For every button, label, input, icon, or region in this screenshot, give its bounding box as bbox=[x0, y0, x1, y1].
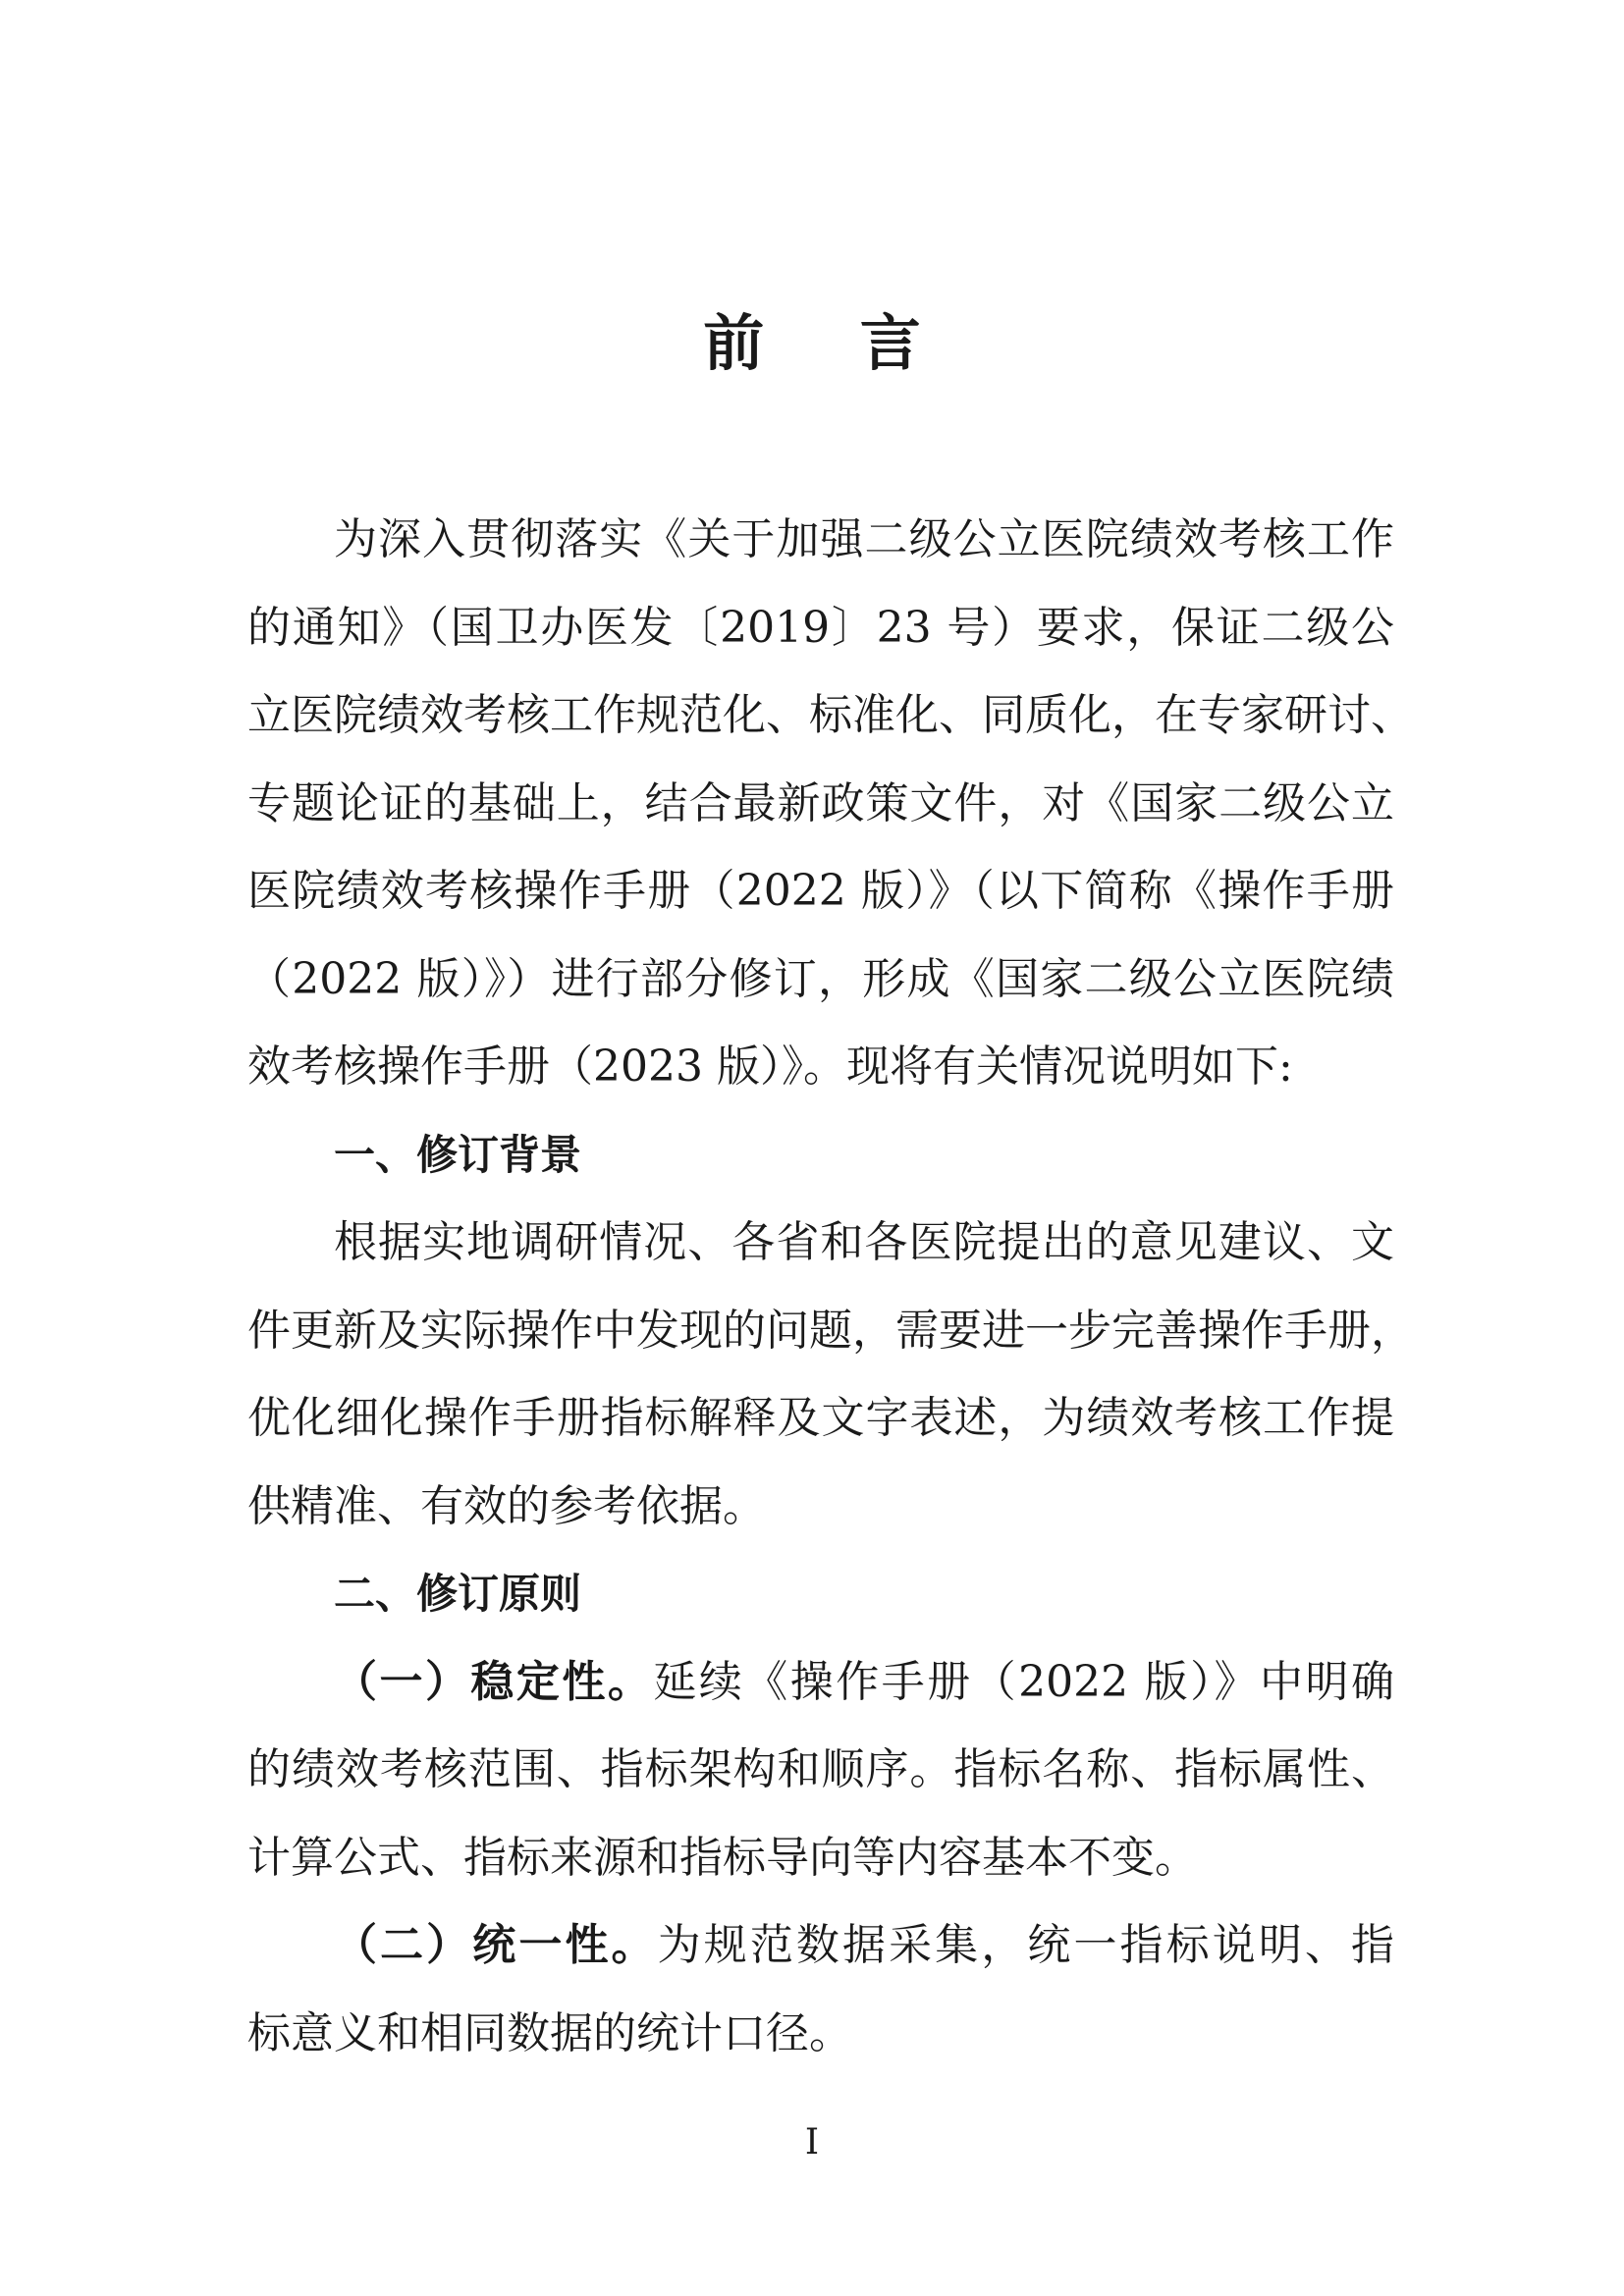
background-line-1: 根据实地调研情况、各省和各医院提出的意见建议、文 bbox=[334, 1217, 1394, 1267]
intro-line-2: 的通知》（国卫办医发〔2019〕23 号）要求，保证二级公 bbox=[247, 602, 1394, 653]
page-title: 前 言 bbox=[703, 307, 958, 379]
background-line-4: 供精准、有效的参考依据。 bbox=[247, 1480, 766, 1531]
principle-1-lead: （一）稳定性。 bbox=[334, 1656, 654, 1707]
document-body bbox=[247, 496, 1414, 2077]
page-number: I bbox=[804, 2122, 820, 2163]
principle-1-line-2: 的绩效考核范围、指标架构和顺序。指标名称、指标属性、 bbox=[247, 1744, 1394, 1794]
section-heading-background: 一、修订背景 bbox=[334, 1130, 582, 1179]
principle-2-line-2: 标意义和相同数据的统计口径。 bbox=[247, 2007, 852, 2058]
intro-line-6: （2022 版）》）进行部分修订，形成《国家二级公立医院绩 bbox=[247, 953, 1394, 1004]
principle-2-text: 为规范数据采集，统一指标说明、指 bbox=[657, 1920, 1395, 1970]
intro-line-3: 立医院绩效考核工作规范化、标准化、同质化，在专家研讨、 bbox=[247, 690, 1414, 740]
background-line-2: 件更新及实际操作中发现的问题，需要进一步完善操作手册， bbox=[247, 1305, 1414, 1356]
principle-2-line-1 bbox=[247, 1901, 1394, 1990]
intro-line-4: 专题论证的基础上，结合最新政策文件，对《国家二级公立 bbox=[247, 777, 1394, 828]
section-heading-principles: 二、修订原则 bbox=[334, 1570, 582, 1618]
background-line-3: 优化细化操作手册指标解释及文字表述，为绩效考核工作提 bbox=[247, 1393, 1394, 1443]
principle-2-lead: （二）统一性。 bbox=[334, 1920, 658, 1970]
principle-1-text: 延续《操作手册（2022 版）》中明确 bbox=[653, 1656, 1394, 1707]
principle-1-line-1 bbox=[247, 1638, 1394, 1727]
intro-line-1: 为深入贯彻落实《关于加强二级公立医院绩效考核工作 bbox=[334, 514, 1394, 564]
intro-line-5: 医院绩效考核操作手册（2022 版）》（以下简称《操作手册 bbox=[247, 866, 1394, 916]
intro-line-7: 效考核操作手册（2023 版）》。现将有关情况说明如下: bbox=[247, 1041, 1293, 1092]
principle-1-line-3: 计算公式、指标来源和指标导向等内容基本不变。 bbox=[247, 1832, 1198, 1883]
